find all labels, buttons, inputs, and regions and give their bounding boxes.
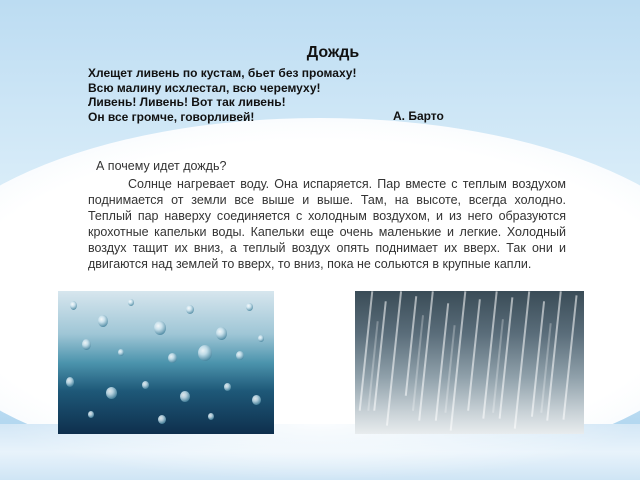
raindrops-on-glass-image bbox=[58, 291, 274, 434]
slide-title-text: Дождь bbox=[306, 44, 360, 61]
slide-title bbox=[0, 44, 640, 62]
poem-line: Хлещет ливень по кустам, бьет без промаху! bbox=[88, 66, 357, 80]
heavy-rain-image bbox=[355, 291, 584, 434]
poem-line: Ливень! Ливень! Вот так ливень! bbox=[88, 95, 286, 109]
explanation-paragraph: Солнце нагревает воду. Она испаряется. Пар вместе с теплым воздухом поднимается от земли все выше и выше. Там, на высоте, всегда холодно. Теплый пар наверху соединяется с холодным воздухом, и из него образуются крохотные капельки воды. Капельки еще очень маленькие и легкие. Холодный воздух тащит их вниз, а теплый воздух опять поднимает их вверх. Так они и двигаются над землей то вверх, то вниз, пока не сольются в крупные капли. bbox=[88, 177, 566, 271]
poem-line: Всю малину исхлестал, всю черемуху! bbox=[88, 80, 321, 95]
question-text: А почему идет дождь? bbox=[96, 159, 227, 173]
poem-line: Он все громче, говорливей! bbox=[88, 109, 255, 124]
poem-author: А. Барто bbox=[393, 109, 444, 123]
